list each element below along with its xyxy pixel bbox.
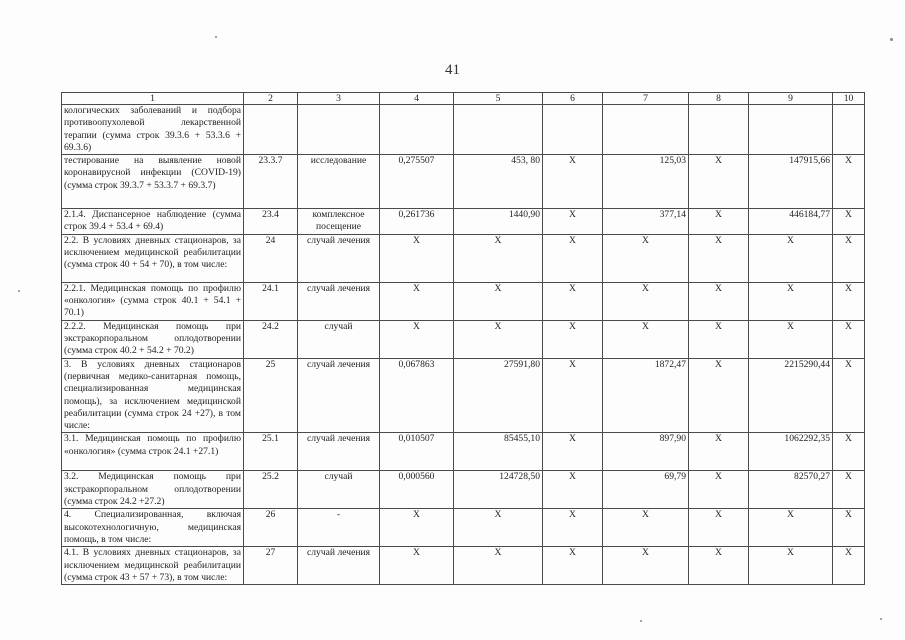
table-cell: Х [543,155,603,209]
table-cell: Х [454,320,543,358]
table-cell: тестирование на выявление новой коронавирусной инфекции (COVID-19) (сумма строк 39.3.7 + 53.3.7 + 69.3.7) [62,155,244,209]
table-cell: случай лечения [298,358,380,433]
table-cell: Х [543,358,603,433]
column-header: 10 [833,93,865,105]
table-cell: исследование [298,155,380,209]
table-row [62,433,865,471]
scan-speck [890,38,893,41]
table-cell: случай [298,471,380,509]
table-cell: кологических заболеваний и подбора противоопухолевой лекарственной терапии (сумма строк 39.3.6 + 53.3.6 + 69.3.6) [62,105,244,155]
table-row [62,282,865,320]
column-header: 6 [543,93,603,105]
table-cell: 1872,47 [603,358,689,433]
table-cell: Х [543,509,603,547]
table-cell [603,105,689,155]
table-cell: Х [543,433,603,471]
column-header: 7 [603,93,689,105]
table-cell: 124728,50 [454,471,543,509]
table-cell: Х [833,547,865,585]
table-cell: 4. Специализированная, включая высокотехнологичную, медицинская помощь, в том числе: [62,509,244,547]
table-cell: Х [543,547,603,585]
table-cell: 24.2 [244,320,298,358]
table-cell: 23.3.7 [244,155,298,209]
table-cell: Х [689,358,749,433]
table-row [62,471,865,509]
table-cell: 24 [244,234,298,282]
table-cell: Х [454,547,543,585]
table-cell: Х [543,320,603,358]
table-cell: Х [833,234,865,282]
table-cell: Х [689,282,749,320]
table-cell: случай лечения [298,282,380,320]
table-cell: Х [689,234,749,282]
table-cell: 446184,77 [749,209,833,235]
table-cell: 0,275507 [380,155,454,209]
table-cell: Х [833,433,865,471]
table-cell [454,105,543,155]
table-cell: 23.4 [244,209,298,235]
table-cell: Х [603,234,689,282]
table-cell: Х [689,509,749,547]
table-cell: Х [380,509,454,547]
table-cell: 27 [244,547,298,585]
scan-speck [880,618,882,620]
table-cell: Х [543,234,603,282]
table-cell: комплексное посещение [298,209,380,235]
table-cell: 26 [244,509,298,547]
page-number: 41 [445,62,460,78]
table-cell: 3.1. Медицинская помощь по профилю «онкология» (сумма строк 24.1 +27.1) [62,433,244,471]
table-cell: 1440,90 [454,209,543,235]
table-cell: 85455,10 [454,433,543,471]
table-cell: Х [833,155,865,209]
table-cell: 2.2.1. Медицинская помощь по профилю «онкология» (сумма строк 40.1 + 54.1 + 70.1) [62,282,244,320]
table-cell: 453, 80 [454,155,543,209]
table-cell: Х [689,547,749,585]
column-header: 1 [62,93,244,105]
table-cell: Х [833,471,865,509]
table-row [62,547,865,585]
header-row [62,93,865,105]
table-cell: Х [603,509,689,547]
table-cell: Х [543,282,603,320]
table-cell: Х [833,209,865,235]
table-row [62,320,865,358]
table-cell: 0,067863 [380,358,454,433]
table-cell [380,105,454,155]
table-cell [298,105,380,155]
table-cell: 0,010507 [380,433,454,471]
table-cell: 24.1 [244,282,298,320]
table-cell: 147915,66 [749,155,833,209]
table-cell: Х [603,282,689,320]
table-cell: 2215290,44 [749,358,833,433]
table-cell: 82570,27 [749,471,833,509]
table-row [62,209,865,235]
table-cell: случай [298,320,380,358]
table-cell: 3. В условиях дневных стационаров (первичная медико-санитарная помощь, специализированная медицинская помощь), за исключением медицинской реабилитации (сумма строк 24 +27), в том числе: [62,358,244,433]
table-cell: Х [603,547,689,585]
table-cell: Х [749,282,833,320]
table-cell: Х [689,320,749,358]
table-cell: Х [543,471,603,509]
table-cell: Х [833,282,865,320]
table-cell: Х [749,509,833,547]
table-cell: Х [454,282,543,320]
table-cell: случай лечения [298,234,380,282]
table-cell: 2.2. В условиях дневных стационаров, за исключением медицинской реабилитации (сумма строк 40 + 54 + 70), в том числе: [62,234,244,282]
scan-speck [640,620,642,622]
table-cell: Х [380,234,454,282]
table-cell [689,105,749,155]
table-cell: 0,261736 [380,209,454,235]
table-cell: 4.1. В условиях дневных стационаров, за исключением медицинской реабилитации (сумма строк 43 + 57 + 73), в том числе: [62,547,244,585]
column-header: 8 [689,93,749,105]
table-row [62,509,865,547]
table-cell: 25 [244,358,298,433]
table-cell [833,105,865,155]
column-header: 3 [298,93,380,105]
table-cell: 897,90 [603,433,689,471]
table-cell: 25.1 [244,433,298,471]
table-cell: 125,03 [603,155,689,209]
data-table [61,92,865,585]
table-cell [543,105,603,155]
table-cell: Х [833,358,865,433]
table-cell: 2.1.4. Диспансерное наблюдение (сумма строк 39.4 + 53.4 + 69.4) [62,209,244,235]
table-cell: Х [380,320,454,358]
table-cell: Х [749,547,833,585]
table-cell: Х [833,509,865,547]
table-cell: 377,14 [603,209,689,235]
table-cell: Х [689,433,749,471]
table-cell: 69,79 [603,471,689,509]
column-header: 9 [749,93,833,105]
table-cell [244,105,298,155]
table-cell [749,105,833,155]
table-row [62,234,865,282]
table-cell: 25.2 [244,471,298,509]
column-header: 4 [380,93,454,105]
table-row [62,358,865,433]
table-cell: 27591,80 [454,358,543,433]
column-header: 2 [244,93,298,105]
table-cell: Х [749,320,833,358]
table-cell: Х [689,209,749,235]
table-cell: 0,000560 [380,471,454,509]
scan-speck [18,290,20,292]
table-cell: Х [380,282,454,320]
table-cell: 1062292,35 [749,433,833,471]
table-body [62,93,865,585]
table-cell: случай лечения [298,433,380,471]
table-cell: случай лечения [298,547,380,585]
table-cell: Х [454,234,543,282]
table-cell: Х [454,509,543,547]
table-cell: Х [749,234,833,282]
table-cell: Х [689,471,749,509]
table-cell: Х [833,320,865,358]
column-header: 5 [454,93,543,105]
scan-speck [215,36,217,38]
table-cell: - [298,509,380,547]
table-cell: 2.2.2. Медицинская помощь при экстракорпоральном оплодотворении (сумма строк 40.2 + 54.2 + 70.2) [62,320,244,358]
table-row [62,155,865,209]
table-cell: 3.2. Медицинская помощь при экстракорпоральном оплодотворении (сумма строк 24.2 +27.2) [62,471,244,509]
table-row [62,105,865,155]
table-cell: Х [689,155,749,209]
table-cell: Х [543,209,603,235]
table-cell: Х [603,320,689,358]
table-cell: Х [380,547,454,585]
